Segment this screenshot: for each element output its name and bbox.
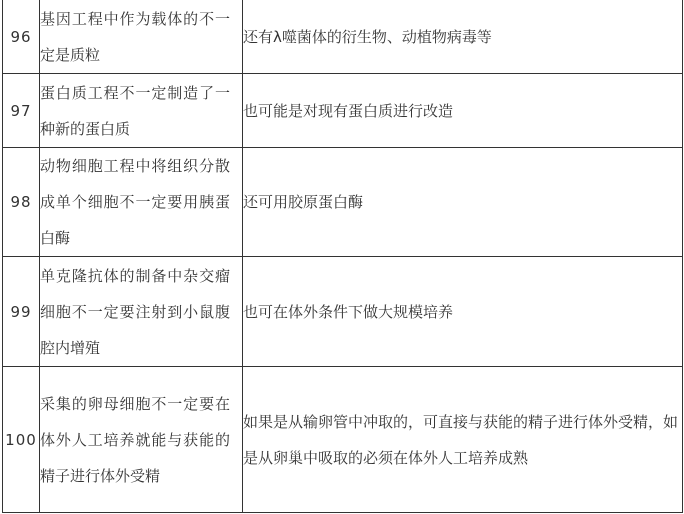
row-number: 100 (3, 367, 40, 513)
statement-text: 蛋白质工程不一定制造了一种新的蛋白质 (40, 83, 230, 138)
statement-text: 单克隆抗体的制备中杂交瘤细胞不一定要注射到小鼠腹腔内增殖 (40, 266, 230, 357)
row-number: 99 (3, 257, 40, 367)
row-number: 98 (3, 148, 40, 257)
statement-cell (40, 148, 243, 257)
statement-cell (40, 257, 243, 367)
statement-cell (40, 367, 243, 513)
row-number: 97 (3, 74, 40, 148)
statement-cell (40, 0, 243, 74)
table-row (3, 367, 683, 513)
explanation-cell: 也可在体外条件下做大规模培养 (243, 257, 683, 367)
statement-text: 基因工程中作为载体的不一定是质粒 (40, 9, 230, 64)
table-row (3, 148, 683, 257)
explanation-cell: 也可能是对现有蛋白质进行改造 (243, 74, 683, 148)
explanation-cell: 还有λ噬菌体的衍生物、动植物病毒等 (243, 0, 683, 74)
statement-text: 动物细胞工程中将组织分散成单个细胞不一定要用胰蛋白酶 (40, 157, 230, 247)
statement-text: 采集的卵母细胞不一定要在体外人工培养就能与获能的精子进行体外受精 (40, 394, 230, 485)
table-row (3, 257, 683, 367)
explanation-cell: 如果是从输卵管中冲取的，可直接与获能的精子进行体外受精，如是从卵巢中吸取的必须在体外人工培养成熟 (243, 367, 683, 513)
row-number: 96 (3, 0, 40, 74)
table-row (3, 74, 683, 148)
notes-table (2, 0, 683, 513)
table-row (3, 0, 683, 74)
statement-cell (40, 74, 243, 148)
explanation-cell: 还可用胶原蛋白酶 (243, 148, 683, 257)
